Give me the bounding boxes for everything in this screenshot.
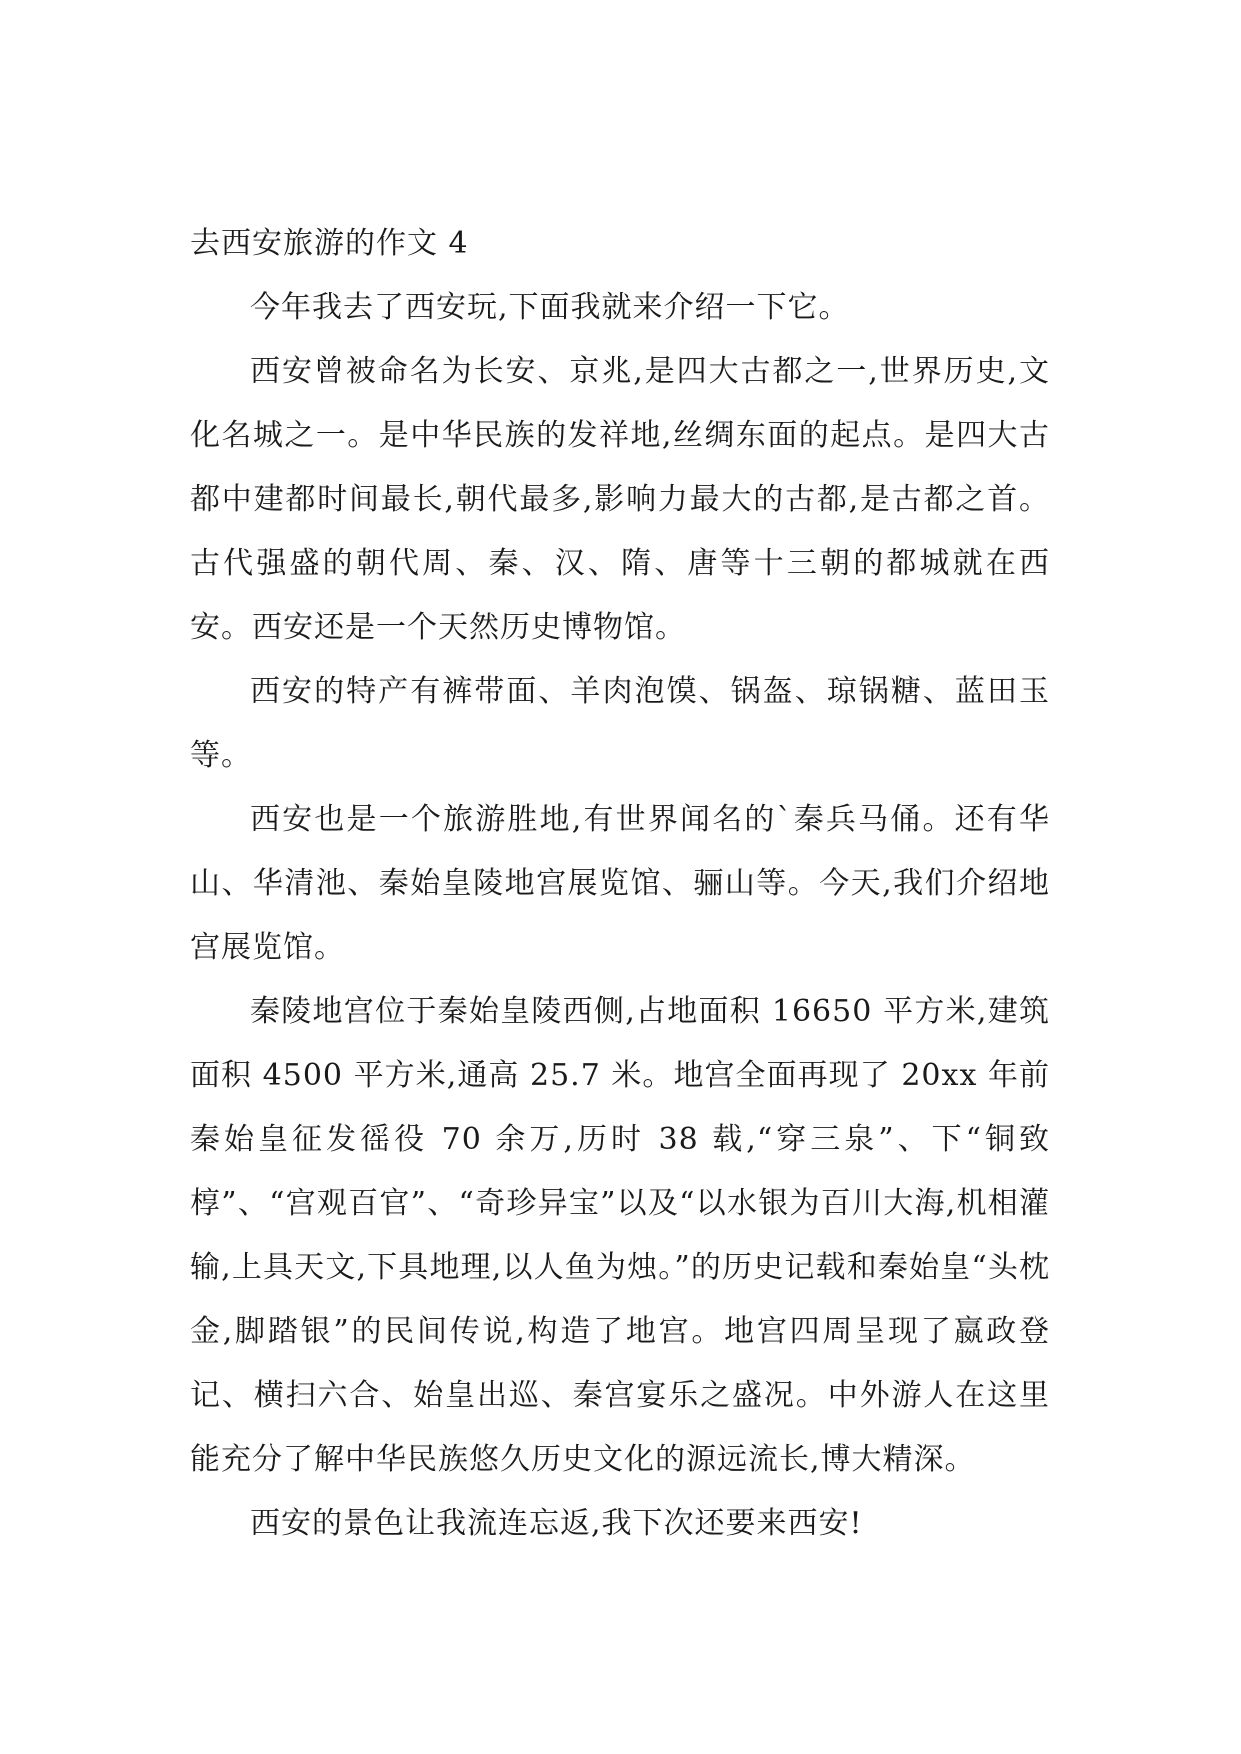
paragraph-underground-palace: 秦陵地宫位于秦始皇陵西侧,占地面积 16650 平方米,建筑面积 4500 平方米,通高 25.7 米。地宫全面再现了 20xx 年前秦始皇征发徭役 70 余万,历时 38 载,“穿三泉”、下“铜致椁”、“宫观百官”、“奇珍异宝”以及“以水银为百川大海,机相灌输,上具天文,下具地理,以人鱼为烛。”的历史记载和秦始皇“头枕金,脚踏银”的民间传说,构造了地宫。地宫四周呈现了嬴政登记、横扫六合、始皇出巡、秦宫宴乐之盛况。中外游人在这里能充分了解中华民族悠久历史文化的源远流长,博大精深。 bbox=[190, 994, 1050, 1477]
document-title: 去西安旅游的作文 4 bbox=[190, 226, 469, 261]
paragraph-intro: 今年我去了西安玩,下面我就来介绍一下它。 bbox=[250, 290, 850, 325]
paragraph-attractions: 西安也是一个旅游胜地,有世界闻名的`秦兵马俑。还有华山、华清池、秦始皇陵地宫展览馆、骊山等。今天,我们介绍地宫展览馆。 bbox=[190, 802, 1050, 965]
document-body bbox=[190, 212, 1050, 1556]
paragraph-specialties: 西安的特产有裤带面、羊肉泡馍、锅盔、琼锅糖、蓝田玉等。 bbox=[190, 674, 1050, 773]
paragraph-conclusion: 西安的景色让我流连忘返,我下次还要来西安! bbox=[250, 1506, 863, 1541]
paragraph-history: 西安曾被命名为长安、京兆,是四大古都之一,世界历史,文化名城之一。是中华民族的发祥地,丝绸东面的起点。是四大古都中建都时间最长,朝代最多,影响力最大的古都,是古都之首。古代强盛的朝代周、秦、汉、隋、唐等十三朝的都城就在西安。西安还是一个天然历史博物馆。 bbox=[190, 354, 1050, 645]
